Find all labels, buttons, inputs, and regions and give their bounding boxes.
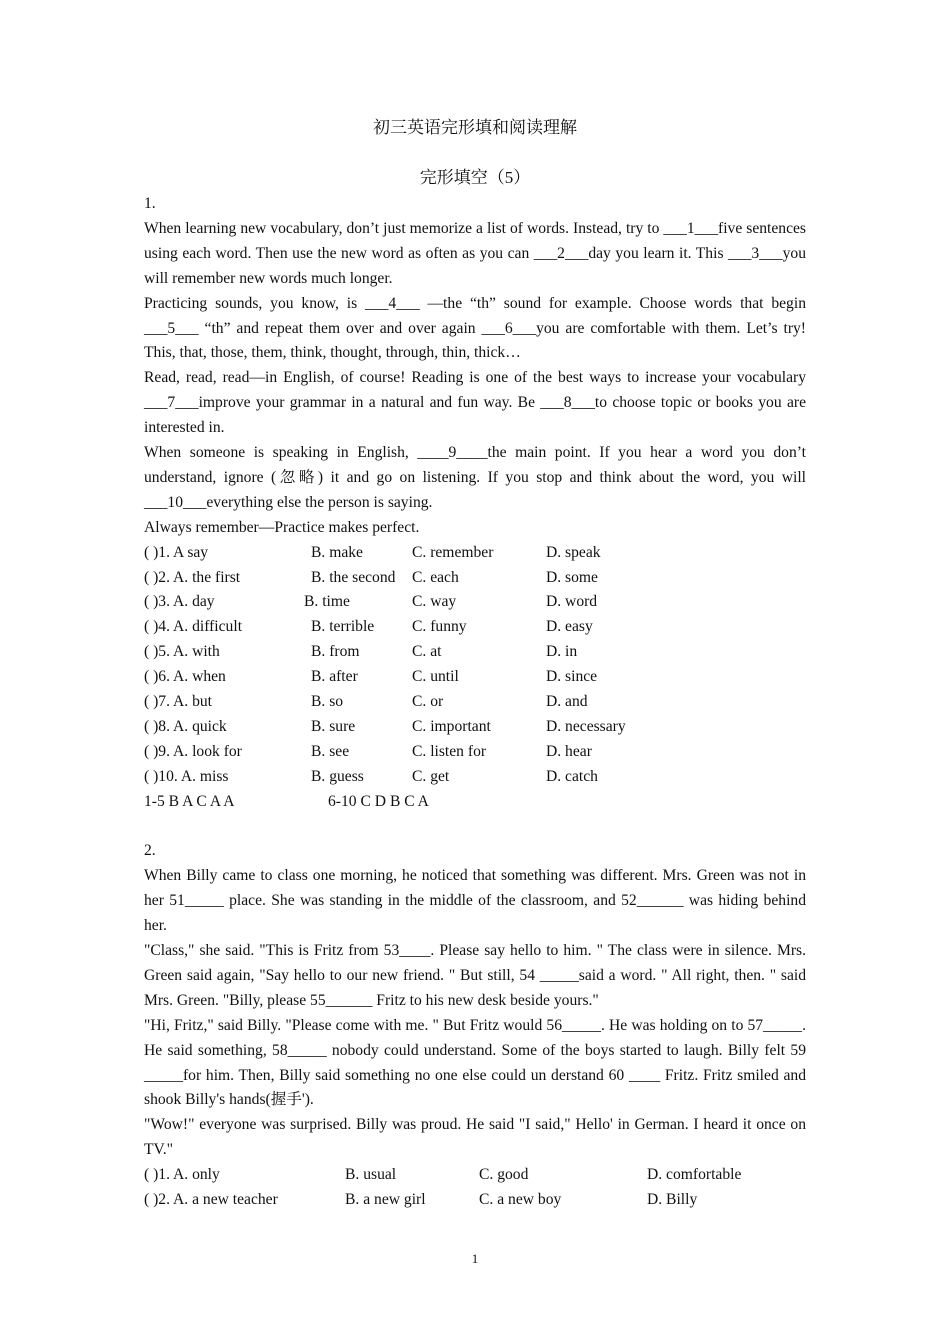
answer-key-1-5: 1-5 B A C A A (144, 792, 235, 810)
question-row (144, 1163, 806, 1188)
question-option-c: C. at (412, 643, 442, 661)
question-option-b: B. from (311, 643, 360, 661)
passage-2-paragraph: When Billy came to class one morning, he noticed that something was different. Mrs. Green was not in her 51_____ place. She was standing in the middle of the classroom, and 52______ was hiding behind her. (144, 867, 806, 935)
question-option-c: C. good (479, 1166, 529, 1184)
question-option-b: B. guess (311, 767, 364, 785)
question-option-b: B. after (311, 668, 358, 686)
passage-1-paragraph: When someone is speaking in English, ____9____the main point. If you hear a word you don’t understand, ignore (忽略) it and go on listening. If you stop and think about the word, you will ___10___everything else the person is saying. (144, 444, 806, 511)
question-option-a: ( )8. A. quick (144, 717, 227, 735)
question-option-d: D. comfortable (647, 1166, 742, 1184)
question-option-d: D. Billy (647, 1191, 698, 1209)
blank-line (144, 814, 806, 839)
question-row (144, 1188, 806, 1213)
question-option-b: B. see (311, 742, 350, 760)
question-option-a: ( )4. A. difficult (144, 618, 243, 636)
passage-1-paragraph: Practicing sounds, you know, is ___4___ —the “th” sound for example. Choose words that begin ___5___ “th” and repeat them over and over again ___6___you are comfortable with them. Let’s try! This, that, those, them, think, thought, through, thin, thick… (144, 294, 806, 362)
question-row (144, 615, 806, 640)
passage-2-paragraph: "Hi, Fritz," said Billy. "Please come with me. " But Fritz would 56_____. He was holding on to 57_____. He said something, 58_____ nobody could understand. Some of the boys started to laugh. Billy felt 59 _____for him. Then, Billy said something no one else could un derstand 60 ____ Fritz. Fritz smiled and shook Billy's hands(握手'). (144, 1016, 806, 1109)
page-number: 1 (471, 1251, 479, 1266)
answer-key-6-10: 6-10 C D B C A (328, 792, 429, 810)
question-option-a: ( )1. A say (144, 543, 209, 561)
question-option-c: C. way (412, 593, 457, 611)
question-option-a: ( )3. A. day (144, 593, 215, 611)
question-option-c: C. each (412, 568, 459, 586)
question-option-a: ( )10. A. miss (144, 767, 229, 785)
question-option-c: C. important (412, 717, 491, 735)
section-title: 完形填空（5） (419, 168, 531, 187)
answer-key (144, 790, 806, 815)
question-option-b: B. terrible (311, 618, 375, 636)
question-option-d: D. catch (546, 767, 598, 785)
question-row (144, 765, 806, 790)
question-option-c: C. or (412, 693, 444, 711)
question-row (144, 690, 806, 715)
question-option-a: ( )2. A. a new teacher (144, 1191, 278, 1209)
question-option-d: D. hear (546, 742, 592, 760)
document-title: 初三英语完形填和阅读理解 (373, 118, 577, 137)
question-option-a: ( )6. A. when (144, 668, 226, 686)
question-row (144, 715, 806, 740)
question-option-a: ( )5. A. with (144, 643, 220, 661)
question-option-c: C. listen for (412, 742, 487, 760)
question-row (144, 541, 806, 566)
question-option-c: C. until (412, 668, 459, 686)
question-option-b: B. usual (345, 1166, 397, 1184)
question-option-d: D. word (546, 593, 598, 611)
question-option-a: ( )7. A. but (144, 693, 213, 711)
question-option-a: ( )1. A. only (144, 1166, 220, 1184)
question-row (144, 640, 806, 665)
question-option-c: C. get (412, 767, 450, 785)
question-option-a: ( )2. A. the first (144, 568, 241, 586)
question-row (144, 740, 806, 765)
question-option-b: B. a new girl (345, 1191, 426, 1209)
passage-1-number: 1. (144, 195, 156, 212)
question-option-b: B. the second (311, 568, 396, 586)
passage-2-paragraph: "Class," she said. "This is Fritz from 53____. Please say hello to him. " The class were in silence. Mrs. Green said again, "Say hello to our new friend. " But still, 54 _____said a word. " All right, then. " said Mrs. Green. "Billy, please 55______ Fritz to his new desk beside yours." (144, 942, 806, 1009)
question-row (144, 590, 806, 615)
question-option-d: D. necessary (546, 717, 626, 735)
document-body (144, 192, 806, 1213)
question-option-b: B. sure (311, 717, 356, 735)
question-option-d: D. speak (546, 543, 601, 561)
passage-2-number: 2. (144, 842, 156, 860)
passage-2-paragraph: "Wow!" everyone was surprised. Billy was proud. He said "I said," Hello' in German. I heard it once on TV." (144, 1116, 806, 1159)
question-option-b: B. so (311, 693, 344, 711)
question-option-c: C. a new boy (479, 1191, 562, 1209)
question-row (144, 566, 806, 591)
passage-1-paragraph: Read, read, read—in English, of course! Reading is one of the best ways to increase your vocabulary ___7___improve your grammar in a natural and fun way. Be ___8___to choose topic or books you are interested in. (144, 369, 806, 437)
question-option-d: D. since (546, 668, 598, 686)
question-option-d: D. easy (546, 618, 593, 636)
question-option-d: D. some (546, 568, 598, 586)
question-option-c: C. funny (412, 618, 467, 636)
question-option-b: B. make (311, 543, 363, 561)
question-option-a: ( )9. A. look for (144, 742, 242, 760)
question-option-d: D. in (546, 643, 578, 661)
question-row (144, 665, 806, 690)
passage-1-paragraph: Always remember—Practice makes perfect. (144, 518, 420, 536)
question-option-c: C. remember (412, 543, 494, 561)
question-option-d: D. and (546, 693, 588, 711)
question-option-b: B. time (304, 593, 350, 611)
passage-1-paragraph: When learning new vocabulary, don’t just memorize a list of words. Instead, try to ___1___five sentences using each word. Then use the new word as often as you can ___2___day you learn it. This ___3___you will remember new words much longer. (144, 219, 806, 287)
